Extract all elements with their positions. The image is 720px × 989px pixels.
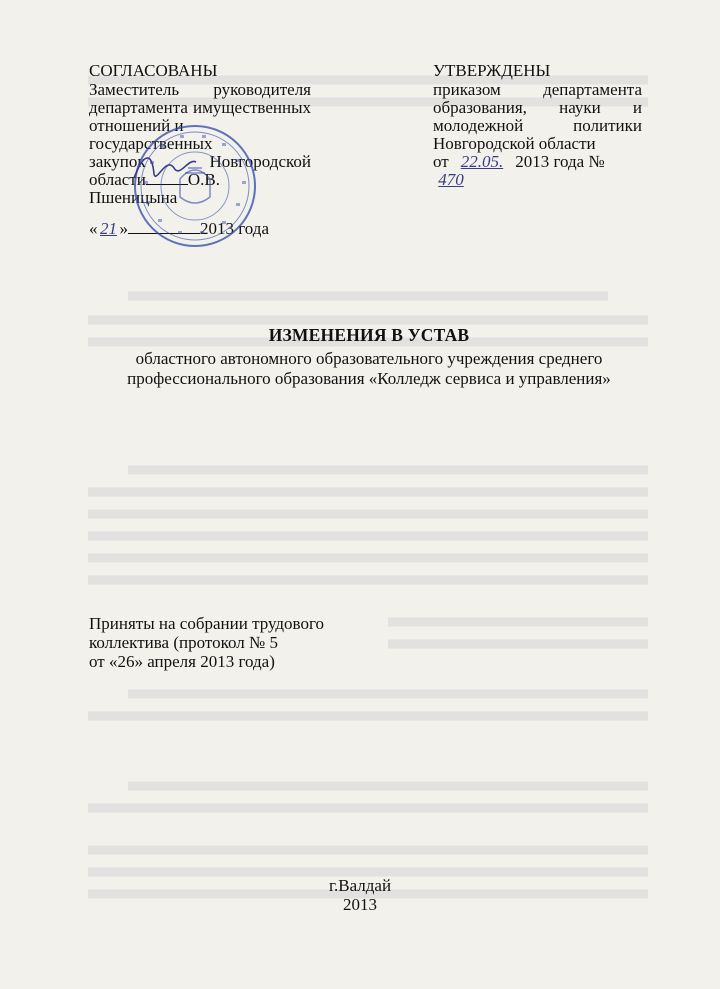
approved-line <box>433 117 642 135</box>
agreed-word: области <box>89 170 146 189</box>
number-sign: № <box>588 152 605 171</box>
assembly-line: от «26» апреля 2013 года) <box>89 652 275 671</box>
quote-close: » <box>119 219 128 238</box>
signatory-name: О.В. Пшеницына <box>89 170 220 207</box>
city: г.Валдай <box>328 876 392 895</box>
agreed-word: руководителя <box>213 80 311 99</box>
agreed-word: имущественных <box>193 98 311 117</box>
document-title: ИЗМЕНЕНИЯ В УСТАВ <box>268 325 470 345</box>
approved-word: от <box>433 152 449 171</box>
agreed-word: департамента <box>89 98 188 117</box>
approved-line <box>433 99 642 117</box>
agreed-heading: СОГЛАСОВАНЫ <box>89 61 218 80</box>
approved-word: департамента <box>543 80 642 99</box>
agreed-word: Новгородской <box>209 152 311 171</box>
agreed-word: закупок <box>89 152 146 171</box>
quote-open: « <box>89 219 98 238</box>
agreed-line <box>89 81 311 99</box>
order-number-handwritten: 470 <box>438 170 464 189</box>
agreed-date-day: 21 <box>100 219 117 238</box>
subtitle-line: профессионального образования «Колледж сервиса и управления» <box>127 369 611 388</box>
order-year: 2013 года <box>515 152 585 171</box>
year: 2013 <box>343 895 377 914</box>
approval-block-approved <box>433 62 642 189</box>
approved-heading: УТВЕРЖДЕНЫ <box>433 61 551 80</box>
approved-word: молодежной <box>433 116 524 135</box>
approved-word: политики <box>573 116 642 135</box>
approved-word: науки <box>559 98 601 117</box>
agreed-word: Заместитель <box>89 80 180 99</box>
approved-word: приказом <box>433 80 501 99</box>
place-and-year <box>260 876 460 914</box>
approved-line: Новгородской области <box>433 134 596 153</box>
approved-line <box>433 81 642 99</box>
subtitle-line: областного автономного образовательного учреждения среднего <box>135 349 603 368</box>
assembly-line: коллектива (протокол № 5 <box>89 633 278 652</box>
agreed-date-year: 2013 года <box>200 219 270 238</box>
approved-word: и <box>632 98 642 117</box>
order-date-handwritten: 22.05. <box>460 152 504 171</box>
agreed-line <box>89 99 311 117</box>
assembly-line: Приняты на собрании трудового <box>89 614 325 633</box>
approved-order-date <box>433 153 642 189</box>
approved-word: образования, <box>433 98 527 117</box>
handwritten-signature <box>130 148 200 188</box>
assembly-adoption-note <box>89 614 349 671</box>
agreed-line: отношений и государственных <box>89 116 213 153</box>
document-subtitle <box>89 349 649 389</box>
